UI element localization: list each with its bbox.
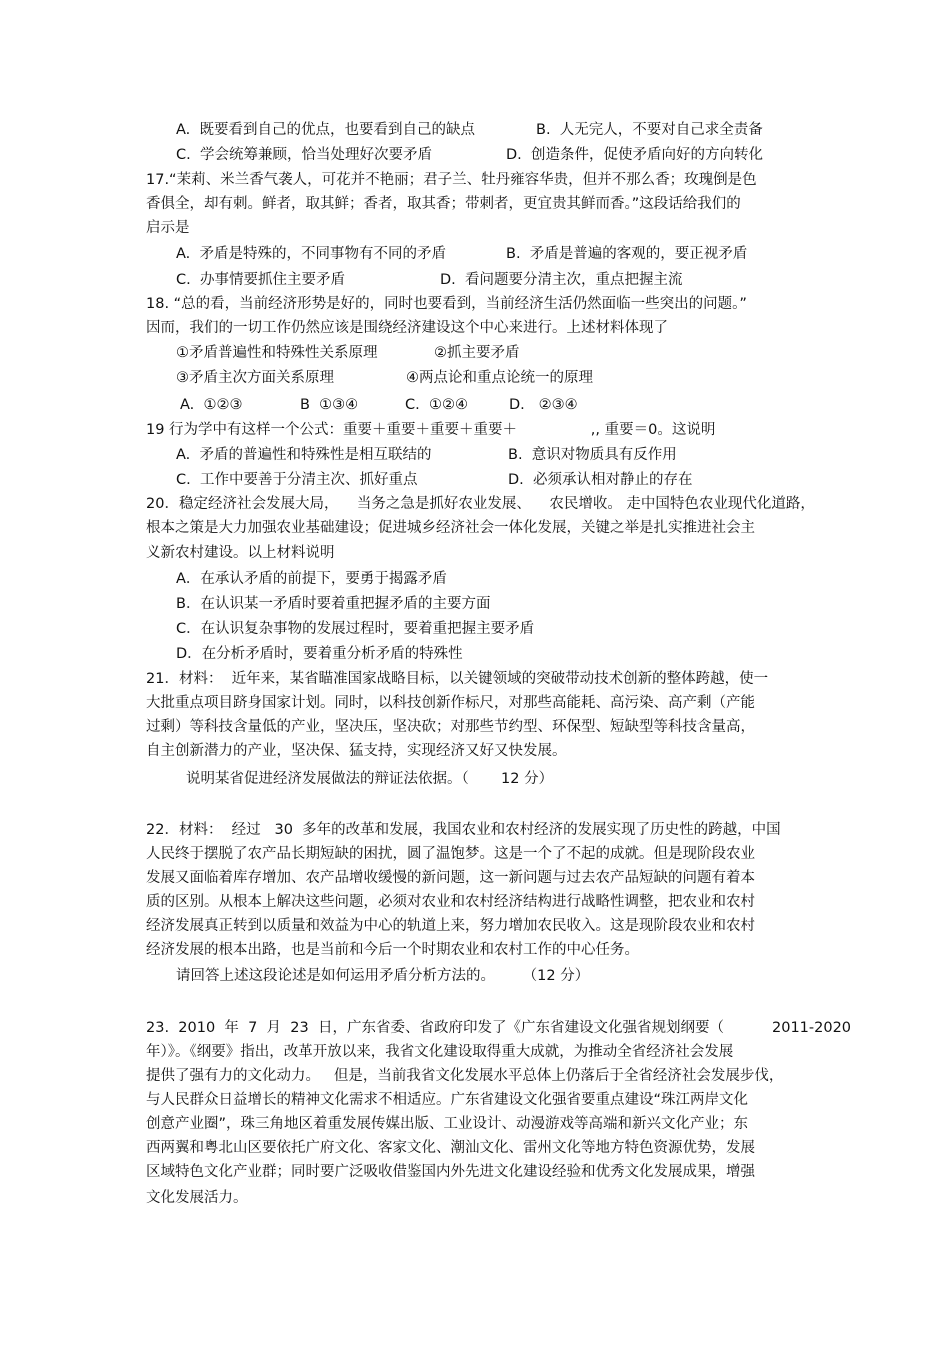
q17-option-a: A. 矛盾是特殊的，不同事物有不同的矛盾 [176,246,446,262]
q20-stem-line: 义新农村建设。以上材料说明 [146,545,335,561]
q17-stem-line: 启示是 [146,220,190,236]
q20-option-a: A．在承认矛盾的前提下，要勇于揭露矛盾 [176,571,447,587]
q22-stem-line: 经济发展的根本出路，也是当前和今后一个时期农业和农村工作的中心任务。 [146,942,639,958]
q23-stem-line: 年）》。《纲要》指出，改革开放以来，我省文化建设取得重大成就，为推动全省经济社会发展 [146,1044,734,1060]
q19-stem: 19 行为学中有这样一个公式：重要＋重要＋重要＋重要＋ ,, 重要＝0。这说明 [146,422,716,438]
q23-stem-line: 区域特色文化产业群；同时要广泛吸收借鉴国内外先进文化建设经验和优秀文化发展成果，增强 [146,1164,755,1180]
q17-stem-line: 17.“茉莉、米兰香气袭人，可花并不艳丽；君子兰、牡丹雍容华贵，但并不那么香；玫瑰倒是色 [146,172,757,188]
q18-option-c: C. ①②④ [405,397,468,413]
q22-stem-line: 人民终于摆脱了农产品长期短缺的困扰，圆了温饱梦。这是一个了不起的成就。但是现阶段农业 [146,846,755,862]
q18-stem-line: 18. “总的看，当前经济形势是好的，同时也要看到，当前经济生活仍然面临一些突出的问题。” [146,296,747,312]
q18-stem-line: 因而，我们的一切工作仍然应该是围绕经济建设这个中心来进行。上述材料体现了 [146,320,668,336]
q18-option-a: A. ①②③ [180,397,243,413]
q21-stem-line: 大批重点项目跻身国家计划。同时，以科技创新作标尺，对那些高能耗、高污染、高产剩（产能 [146,695,755,711]
q22-stem-line: 经济发展真正转到以质量和效益为中心的轨道上来，努力增加农民收入。这是现阶段农业和农村 [146,918,755,934]
q23-stem-line: 文化发展活力。 [146,1190,248,1206]
q18-statement-1: ①矛盾普遍性和特殊性关系原理 [176,345,378,361]
q18-statement-3: ③矛盾主次方面关系原理 [176,370,334,386]
q17-option-c: C. 办事情要抓住主要矛盾 [176,272,345,288]
q17-option-b: B. 矛盾是普遍的客观的，要正视矛盾 [506,246,748,262]
q20-stem-line: 根本之策是大力加强农业基础建设；促进城乡经济社会一体化发展，关键之举是扎实推进社会主 [146,520,755,536]
q23-year-range: 2011-2020 [772,1020,852,1036]
q22-question: 请回答上述这段论述是如何运用矛盾分析方法的。 （12 分） [176,968,590,984]
q22-stem-line: 22．材料： 经过 30 多年的改革和发展，我国农业和农村经济的发展实现了历史性的跨越，中国 [146,822,781,838]
q21-stem-line: 21．材料： 近年来，某省瞄准国家战略目标，以关键领域的突破带动技术创新的整体跨越，使一 [146,671,769,687]
q22-stem-line: 发展又面临着库存增加、农产品增收缓慢的新问题，这一新问题与过去农产品短缺的问题有着本 [146,870,755,886]
q19-option-b: B. 意识对物质具有反作用 [508,447,677,463]
q16-option-a: A. 既要看到自己的优点，也要看到自己的缺点 [176,122,475,138]
q16-option-d: D. 创造条件，促使矛盾向好的方向转化 [506,147,763,163]
q19-option-c: C. 工作中要善于分清主次、抓好重点 [176,472,418,488]
q23-stem-line: 创意产业圈”，珠三角地区着重发展传媒出版、工业设计、动漫游戏等高端和新兴文化产业；东 [146,1116,749,1132]
q20-stem-line: 20．稳定经济社会发展大局， 当务之急是抓好农业发展、 农民增收。 走中国特色农业现代化道路， [146,496,815,512]
q23-stem-line: 西两翼和粤北山区要依托广府文化、客家文化、潮汕文化、雷州文化等地方特色资源优势，发展 [146,1140,755,1156]
q20-option-c: C．在认识复杂事物的发展过程时，要着重把握主要矛盾 [176,621,535,637]
q16-option-c: C. 学会统筹兼顾，恰当处理好次要矛盾 [176,147,432,163]
q16-option-b: B. 人无完人，不要对自己求全责备 [536,122,763,138]
q20-option-b: B．在认识某一矛盾时要着重把握矛盾的主要方面 [176,596,491,612]
q18-option-b: B ①③④ [300,397,359,413]
q23-stem-line: 提供了强有力的文化动力。 但是，当前我省文化发展水平总体上仍落后于全省经济社会发展步伐， [146,1068,784,1084]
q21-question: 说明某省促进经济发展做法的辩证法依据。（ 12 分） [186,771,554,787]
q22-stem-line: 质的区别。从根本上解决这些问题，必须对农业和农村经济结构进行战略性调整，把农业和农村 [146,894,755,910]
q18-statement-2: ②抓主要矛盾 [434,345,520,361]
q17-stem-line: 香俱全，却有刺。鲜者，取其鲜；香者，取其香；带刺者，更宜贵其鲜而香。”这段话给我们的 [146,196,741,212]
q17-option-d: D. 看问题要分清主次，重点把握主流 [440,272,683,288]
q18-option-d: D. ②③④ [509,397,578,413]
q19-option-a: A. 矛盾的普遍性和特殊性是相互联结的 [176,447,432,463]
q23-stem-line: 与人民群众日益增长的精神文化需求不相适应。广东省建设文化强省要重点建设“珠江两岸文化 [146,1092,749,1108]
q21-stem-line: 自主创新潜力的产业，坚决保、猛支持，实现经济又好又快发展。 [146,743,567,759]
q23-first-line: 23. 2010 年 7 月 23 日，广东省委、省政府印发了《广东省建设文化强省规划纲要（ [146,1020,724,1036]
q18-statement-4: ④两点论和重点论统一的原理 [406,370,593,386]
q19-option-d: D. 必须承认相对静止的存在 [508,472,693,488]
q20-option-d: D．在分析矛盾时，要着重分析矛盾的特殊性 [176,646,463,662]
q21-stem-line: 过剩）等科技含量低的产业，坚决压，坚决砍；对那些节约型、环保型、短缺型等科技含量高， [146,719,755,735]
